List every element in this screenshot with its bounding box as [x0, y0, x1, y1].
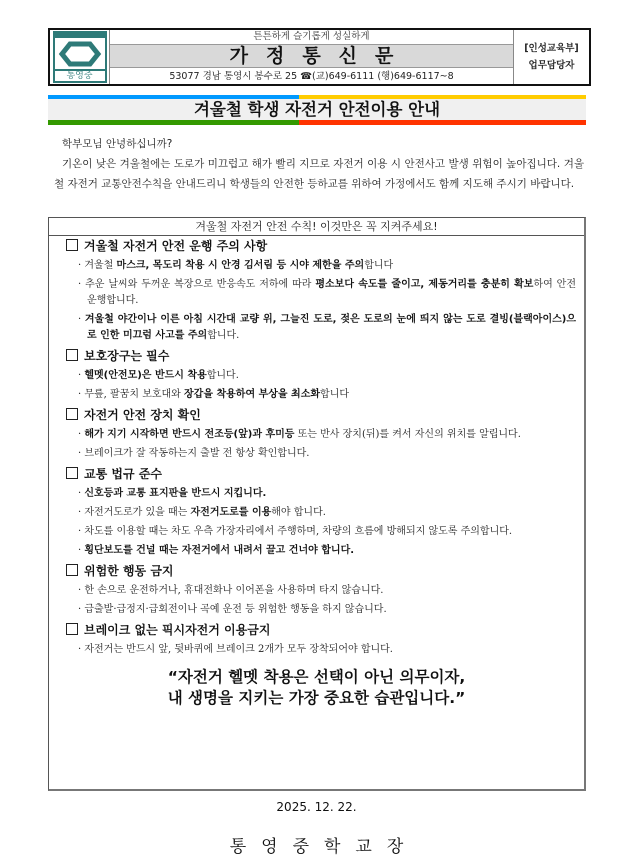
hexagon-logo-icon [55, 33, 105, 69]
section-title: 겨울철 자전거 안전 운행 주의 사항 [49, 237, 584, 256]
rule-item: · 차도를 이용할 때는 차도 우측 가장자리에서 주행하며, 차량의 흐름에 방해되지 않도록 주의합니다. [78, 526, 513, 537]
section-title: 보호장구는 필수 [49, 347, 584, 366]
department-cell [514, 30, 589, 84]
logo-cell [50, 30, 110, 84]
closing-quote [49, 667, 584, 709]
contact-label: 업무담당자 [528, 60, 575, 71]
quote-line-2: 내 생명을 지키는 가장 중요한 습관입니다.” [167, 689, 466, 707]
logo-text: 통영중 [55, 69, 105, 81]
school-motto: 튼튼하게 슬기롭게 성실하게 [110, 30, 513, 45]
rule-item: · 브레이크가 잘 작동하는지 출발 전 항상 확인합니다. [78, 448, 310, 459]
checkbox-square-icon [66, 467, 78, 479]
notice-title: 겨울철 학생 자전거 안전이용 안내 [193, 100, 441, 119]
rule-item: · 자전거도로가 있을 때는 자전거도로를 이용해야 합니다. [78, 507, 326, 518]
rules-heading: 겨울철 자전거 안전 수칙! 이것만은 꼭 지켜주세요! [49, 218, 584, 236]
checkbox-square-icon [66, 623, 78, 635]
department-label: [인성교육부] [524, 43, 579, 54]
checkbox-square-icon [66, 239, 78, 251]
checkbox-square-icon [66, 564, 78, 576]
section-title: 위험한 행동 금지 [49, 562, 584, 581]
banner-bar-green [48, 120, 299, 125]
rule-item: · 겨울철 야간이나 이른 아침 시간대 교량 위, 그늘진 도로, 젖은 도로의 눈에 띄지 않는 도로 결빙(블랙아이스)으로 인한 미끄럼 사고를 주의합니다. [78, 314, 577, 341]
school-address: 53077 경남 통영시 봉수로 25 ☎(교)649-6111 (행)649-6117~8 [169, 71, 454, 82]
checkbox-square-icon [66, 408, 78, 420]
rule-item: · 추운 날씨와 두꺼운 복장으로 반응속도 저하에 따라 평소보다 속도를 줄이고, 제동거리를 충분히 확보하여 안전 운행합니다. [78, 279, 577, 306]
rule-item: · 겨울철 마스크, 목도리 착용 시 안경 김서림 등 시야 제한을 주의합니다 [78, 260, 394, 271]
letterhead [48, 28, 591, 86]
intro-body: 기온이 낮은 겨울철에는 도로가 미끄럽고 해가 빨리 지므로 자전거 이용 시 안전사고 발생 위험이 높아집니다. 겨울철 자전거 교통안전수칙을 안내드리니 학생들의 안전한 등하교를 위하여 가정에서도 함께 지도해 주시기 바랍니다. [54, 158, 584, 190]
rule-item: · 헬멧(안전모)은 반드시 착용합니다. [78, 370, 239, 381]
rule-item: · 신호등과 교통 표지판을 반드시 지킵니다. [78, 488, 267, 499]
rule-item: · 자전거는 반드시 앞, 뒷바퀴에 브레이크 2개가 모두 장착되어야 합니다. [78, 644, 393, 655]
quote-line-1: “자전거 헬멧 착용은 선택이 아닌 의무이자, [167, 668, 466, 686]
school-logo [53, 31, 107, 83]
rule-item: · 횡단보도를 건널 때는 자전거에서 내려서 끌고 건너야 합니다. [78, 545, 355, 556]
greeting: 학부모님 안녕하십니까? [62, 138, 173, 150]
rule-item: · 급출발·급정지·급회전이나 곡예 운전 등 위험한 행동을 하지 않습니다. [78, 604, 387, 615]
principal-signature: 통영중학교장 [229, 837, 419, 857]
intro-text [54, 134, 584, 194]
letterhead-center [110, 30, 514, 84]
checkbox-square-icon [66, 349, 78, 361]
rule-item: · 해가 지기 시작하면 반드시 전조등(앞)과 후미등 또는 반사 장치(뒤)를 켜서 자신의 위치를 알립니다. [78, 429, 521, 440]
rule-item: · 한 손으로 운전하거나, 휴대전화나 이어폰을 사용하며 타지 않습니다. [78, 585, 384, 596]
safety-rules-box [48, 217, 586, 791]
notice-banner [48, 95, 586, 125]
section-title: 브레이크 없는 픽시자전거 이용금지 [49, 621, 584, 640]
banner-bar-red [299, 120, 586, 125]
section-title: 교통 법규 준수 [49, 465, 584, 484]
issue-date: 2025. 12. 22. [276, 800, 357, 814]
section-title: 자전거 안전 장치 확인 [49, 406, 584, 425]
document-title: 가정통신문 [110, 45, 513, 68]
rule-item: · 무릎, 팔꿈치 보호대와 장갑을 착용하여 부상을 최소화합니다 [78, 389, 350, 400]
